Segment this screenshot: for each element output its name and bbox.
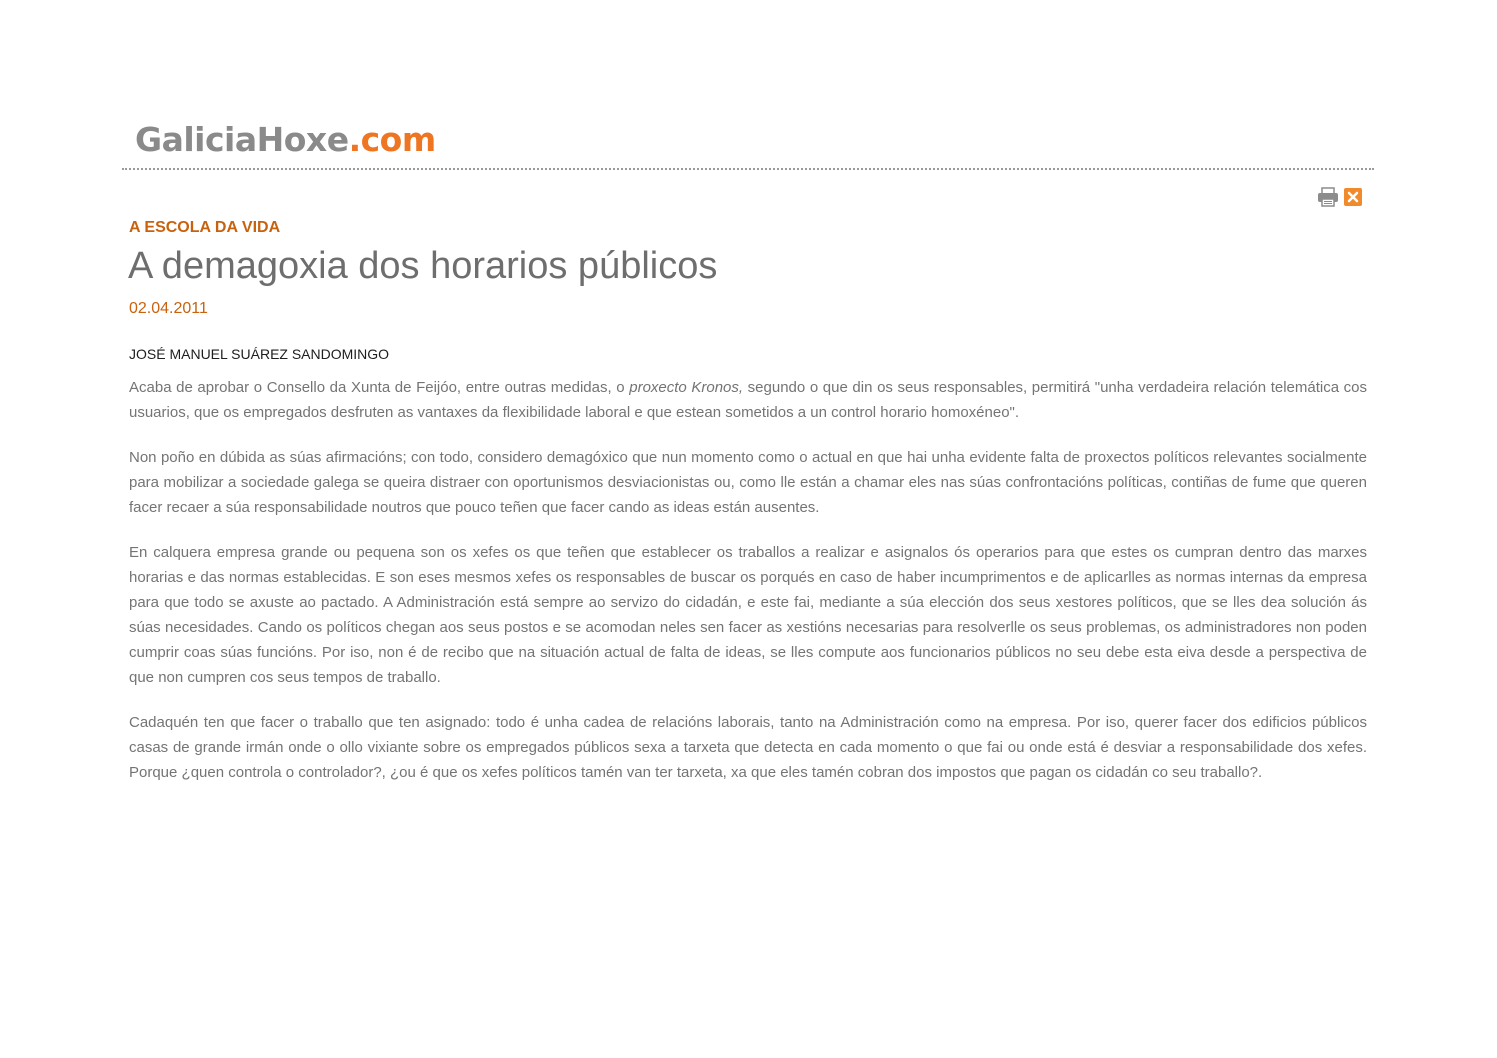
site-logo[interactable] [135,117,436,163]
paragraph-1-text-b: segundo o que din os seus responsables, permitirá "unha verdadeira relación telemática cos usuarios, que os empregados desfruten as vantaxes da flexibilidade laboral e que estean sometidos a un control horario homoxéneo". [129,379,1368,421]
article-body [129,375,1367,805]
paragraph-1-text-a: Acaba de aprobar o Consello da Xunta de Feijóo, entre outras medidas, o [129,379,630,396]
paragraph-4: Cadaquén ten que facer o traballo que ten asignado: todo é unha cadea de relacións laborais, tanto na Administración como na empresa. Por iso, querer facer dos edificios públicos casas de grande irmán onde o ollo vixiante sobre os empregados públicos sexa a tarxeta que detecta en cada momento o que fai ou onde está é desviar a responsabilidade dos xefes. Porque ¿quen controla o controlador?, ¿ou é que os xefes políticos tamén van ter tarxeta, xa que eles tamén cobran dos impostos que pagan os cidadán co seu traballo?. [129,714,1367,781]
article-tools [1316,186,1362,208]
paragraph-3: En calquera empresa grande ou pequena son os xefes os que teñen que establecer os traballos a realizar e asignalos ós operarios para que estes os cumpran dentro das marxes horarias e das normas establecidas. E son eses mesmos xefes os responsables de buscar os porqués en caso de haber incumprimentos e de aplicarlles as normas internas da empresa para que todo se axuste ao pactado. A Administración está sempre ao servizo do cidadán, e este fai, mediante a súa elección dos seus xestores políticos, que se lles dea solución ás súas necesidades. Cando os políticos chegan aos seus postos e se acomodan neles sen facer as xestións necesarias para resolverlle os seus problemas, os administradores non poden cumprir coas súas funcións. Por iso, non é de recibo que na situación actual de falta de ideas, se lles compute aos funcionarios públicos no seu debe esta eiva desde a perspectiva de que non cumpren cos seus tempos de traballo. [129,544,1367,686]
article-date: 02.04.2011 [129,300,208,317]
logo-tld: .com [348,120,436,159]
article-author: JOSÉ MANUEL SUÁREZ SANDOMINGO [129,346,390,362]
paragraph-2: Non poño en dúbida as súas afirmacións; con todo, considero demagóxico que nun momento como o actual en que hai unha evidente falta de proxectos políticos relevantes socialmente para mobilizar a sociedade galega se queira distraer con oportunismos desviacionistas ou, como lle están a chamar eles nas súas confrontacións políticas, contiñas de fume que queren facer recaer a súa responsabilidade noutros que pouco teñen que facer cando as ideas están ausentes. [129,449,1367,516]
section-label: A ESCOLA DA VIDA [129,219,281,236]
paragraph-1-emphasis: proxecto Kronos, [629,379,744,396]
paragraph-1 [129,375,1367,425]
logo-brand: GaliciaHoxe [135,120,349,159]
close-icon[interactable] [1344,188,1362,206]
article-title: A demagoxia dos horarios públicos [128,245,718,287]
printer-icon[interactable] [1316,186,1340,208]
header-divider [122,168,1374,170]
